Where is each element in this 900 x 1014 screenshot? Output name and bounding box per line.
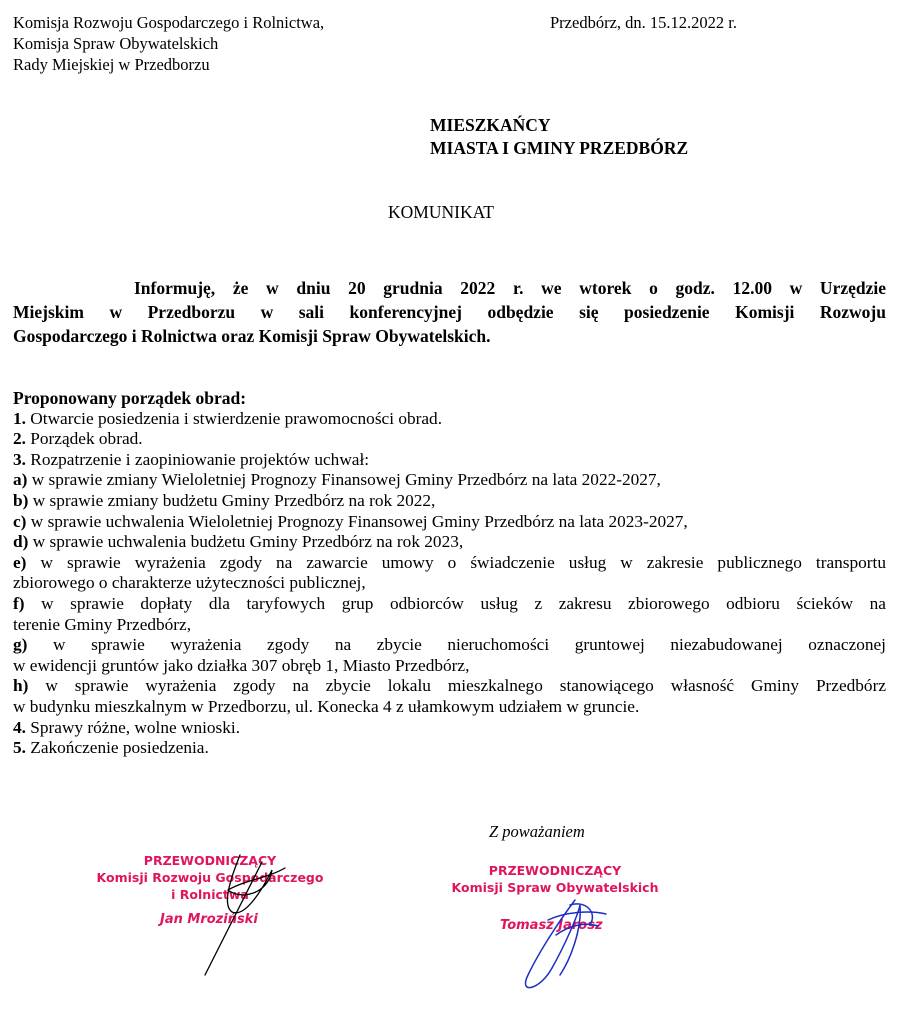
agenda-item-text: w sprawie wyrażenia zgody na zawarcie umowy o świadczenie usług w zakresie publicznego transportu [40,552,886,572]
agenda-item-text: Otwarcie posiedzenia i stwierdzenie prawomocności obrad. [30,408,443,428]
intro-line: Informuję, że w dniu 20 grudnia 2022 r. we wtorek o godz. 12.00 w Urzędzie [134,278,886,298]
agenda-item-text: w sprawie uchwalenia Wieloletniej Prognozy Finansowej Gminy Przedbórz na lata 2023-2027, [30,511,688,531]
agenda-item [13,635,886,656]
agenda-item-text: w sprawie wyrażenia zgody na zbycie lokalu mieszkalnego stanowiącego własność Gminy Przedbórz [45,676,886,696]
agenda-item [13,491,886,512]
agenda-item-marker: 3. [13,449,26,469]
agenda-item-marker: a) [13,470,28,490]
recipient-block [430,114,688,160]
agenda-item-marker: 4. [13,717,26,737]
intro-line: Gospodarczego i Rolnictwa oraz Komisji Spraw Obywatelskich. [13,326,491,346]
stamp-line: PRZEWODNICZĄCY [143,853,277,868]
stamp-line: PRZEWODNICZĄCY [488,863,622,878]
agenda-item [13,450,886,471]
agenda-item-text: w sprawie zmiany budżetu Gminy Przedbórz na rok 2022, [32,490,436,510]
agenda-item-continuation: terenie Gminy Przedbórz, [13,614,192,634]
closing-text: Z poważaniem [489,822,585,841]
agenda-item-marker: g) [13,635,28,655]
sender-block [13,12,324,75]
agenda-item [13,470,886,491]
agenda-item-marker: 5. [13,738,26,758]
agenda-item-continuation: w budynku mieszkalnym w Przedborzu, ul. Konecka 4 z ułamkowym udziałem w gruncie. [13,696,640,716]
agenda-item [13,409,886,430]
recipient-line: MIASTA I GMINY PRZEDBÓRZ [430,138,689,158]
sender-line: Komisja Rozwoju Gospodarczego i Rolnictwa, [13,13,325,32]
sender-line: Komisja Spraw Obywatelskich [13,34,219,53]
agenda-item-marker: 2. [13,429,26,449]
agenda-item-marker: 1. [13,408,26,428]
agenda-item-text: w sprawie wyrażenia zgody na zbycie nieruchomości gruntowej niezabudowanej oznaczonej [53,635,886,655]
agenda-item [13,738,886,759]
stamp-line: i Rolnictwa [171,887,249,902]
agenda-heading: Proponowany porządek obrad: [13,388,247,408]
intro-paragraph [13,276,886,348]
stamp-left-name: Jan Mroziński [160,912,258,927]
agenda-item-text: Sprawy różne, wolne wnioski. [30,717,241,737]
agenda [13,388,886,759]
agenda-item [13,532,886,553]
sender-line: Rady Miejskiej w Przedborzu [13,55,210,74]
agenda-item-continuation: w ewidencji gruntów jako działka 307 obręb 1, Miasto Przedbórz, [13,655,470,675]
agenda-item [13,512,886,533]
agenda-item [13,718,886,739]
stamp-line: Komisji Rozwoju Gospodarczego [96,870,324,885]
agenda-item-marker: h) [13,676,29,696]
stamp-left [92,852,328,903]
stamp-right-name: Tomasz Jarosz [500,918,603,933]
intro-line: Miejskim w Przedborzu w sali konferencyjnej odbędzie się posiedzenie Komisji Rozwoju [13,302,886,322]
agenda-item [13,676,886,697]
agenda-item-marker: b) [13,490,29,510]
agenda-item [13,594,886,615]
agenda-item [13,553,886,574]
agenda-item-text: Zakończenie posiedzenia. [30,738,209,758]
agenda-item-continuation: zbiorowego o charakterze użyteczności publicznej, [13,573,366,593]
document-date: Przedbórz, dn. 15.12.2022 r. [550,13,737,32]
agenda-item-text: Porządek obrad. [30,429,143,449]
agenda-item-marker: f) [13,593,25,613]
document-title: KOMUNIKAT [388,202,494,222]
agenda-item-text: Rozpatrzenie i zaopiniowanie projektów uchwał: [30,449,370,469]
agenda-item-text: w sprawie dopłaty dla taryfowych grup odbiorców usług z zakresu zbiorowego odbioru ścieków na [41,593,886,613]
agenda-item-text: w sprawie uchwalenia budżetu Gminy Przedbórz na rok 2023, [32,532,464,552]
stamp-line: Komisji Spraw Obywatelskich [451,880,659,895]
agenda-item-text: w sprawie zmiany Wieloletniej Prognozy Finansowej Gminy Przedbórz na lata 2022-2027, [31,470,661,490]
agenda-item-marker: e) [13,552,27,572]
agenda-item-marker: d) [13,532,29,552]
stamp-right [440,862,670,896]
agenda-item [13,429,886,450]
agenda-item-marker: c) [13,511,27,531]
recipient-line: MIESZKAŃCY [430,115,551,135]
